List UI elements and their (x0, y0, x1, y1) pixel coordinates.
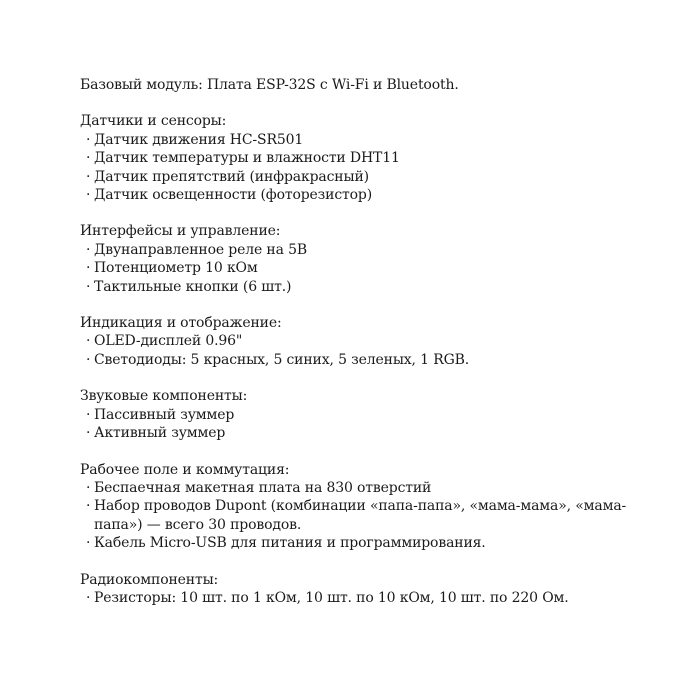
bullet-dot-icon: · (86, 498, 91, 515)
bullet-dot-icon: · (86, 260, 91, 277)
bullet-dot-icon: · (86, 406, 91, 423)
list-item-text: Потенциометр 10 кОм (94, 260, 258, 277)
list-item-text: Активный зуммер (94, 425, 226, 442)
section (80, 571, 640, 608)
list-item (80, 186, 640, 204)
section-title: Интерфейсы и управление: (80, 223, 281, 240)
list-item-text: Датчик движения HC-SR501 (94, 131, 304, 148)
bullet-dot-icon: · (86, 187, 91, 204)
list-item (80, 589, 640, 607)
intro-line: Базовый модуль: Плата ESP-32S с Wi-Fi и Bluetooth. (80, 77, 459, 93)
list-item-text: Датчик температуры и влажности DHT11 (94, 150, 400, 167)
list-item-text: Тактильные кнопки (6 шт.) (94, 278, 292, 295)
sections-container (80, 112, 640, 607)
section-title: Датчики и сенсоры: (80, 113, 227, 130)
list-item (80, 149, 640, 167)
item-list (80, 332, 640, 369)
section-title: Рабочее поле и коммутация: (80, 461, 290, 478)
bullet-dot-icon: · (86, 479, 91, 496)
list-item (80, 332, 640, 350)
list-item-text: Беспаечная макетная плата на 830 отверстий (94, 479, 432, 496)
section-title: Радиокомпоненты: (80, 571, 219, 588)
item-list (80, 131, 640, 205)
bullet-dot-icon: · (86, 168, 91, 185)
section (80, 461, 640, 553)
bullet-dot-icon: · (86, 351, 91, 368)
list-item (80, 259, 640, 277)
bullet-dot-icon: · (86, 589, 91, 606)
list-item-text: Двунаправленное реле на 5В (94, 241, 308, 258)
section (80, 112, 640, 204)
list-item-text: Датчик препятствий (инфракрасный) (94, 168, 369, 185)
list-item (80, 131, 640, 149)
list-item (80, 278, 640, 296)
list-item (80, 534, 640, 552)
section (80, 387, 640, 442)
section-title: Звуковые компоненты: (80, 388, 248, 405)
list-item-text: Пассивный зуммер (94, 406, 235, 423)
bullet-dot-icon: · (86, 535, 91, 552)
list-item (80, 479, 640, 497)
list-item-text: Кабель Micro-USB для питания и программирования. (94, 535, 486, 552)
bullet-dot-icon: · (86, 131, 91, 148)
section-title: Индикация и отображение: (80, 315, 282, 332)
item-list (80, 241, 640, 296)
list-item (80, 241, 640, 259)
list-item-text: Светодиоды: 5 красных, 5 синих, 5 зеленых, 1 RGB. (94, 351, 470, 368)
list-item-text: Набор проводов Dupont (комбинации «папа-папа», «мама-мама», «мама-папа») — всего 30 проводов. (94, 498, 627, 533)
bullet-dot-icon: · (86, 150, 91, 167)
item-list (80, 479, 640, 553)
list-item (80, 424, 640, 442)
bullet-dot-icon: · (86, 333, 91, 350)
item-list (80, 589, 640, 607)
section (80, 222, 640, 296)
document-body (80, 76, 640, 625)
list-item-text: Резисторы: 10 шт. по 1 кОм, 10 шт. по 10 кОм, 10 шт. по 220 Ом. (94, 589, 569, 606)
bullet-dot-icon: · (86, 425, 91, 442)
list-item (80, 406, 640, 424)
item-list (80, 406, 640, 443)
bullet-dot-icon: · (86, 278, 91, 295)
bullet-dot-icon: · (86, 241, 91, 258)
list-item-text: Датчик освещенности (фоторезистор) (94, 187, 373, 204)
list-item-text: OLED-дисплей 0.96" (94, 333, 243, 350)
section (80, 314, 640, 369)
list-item (80, 351, 640, 369)
list-item (80, 168, 640, 186)
list-item (80, 497, 640, 534)
